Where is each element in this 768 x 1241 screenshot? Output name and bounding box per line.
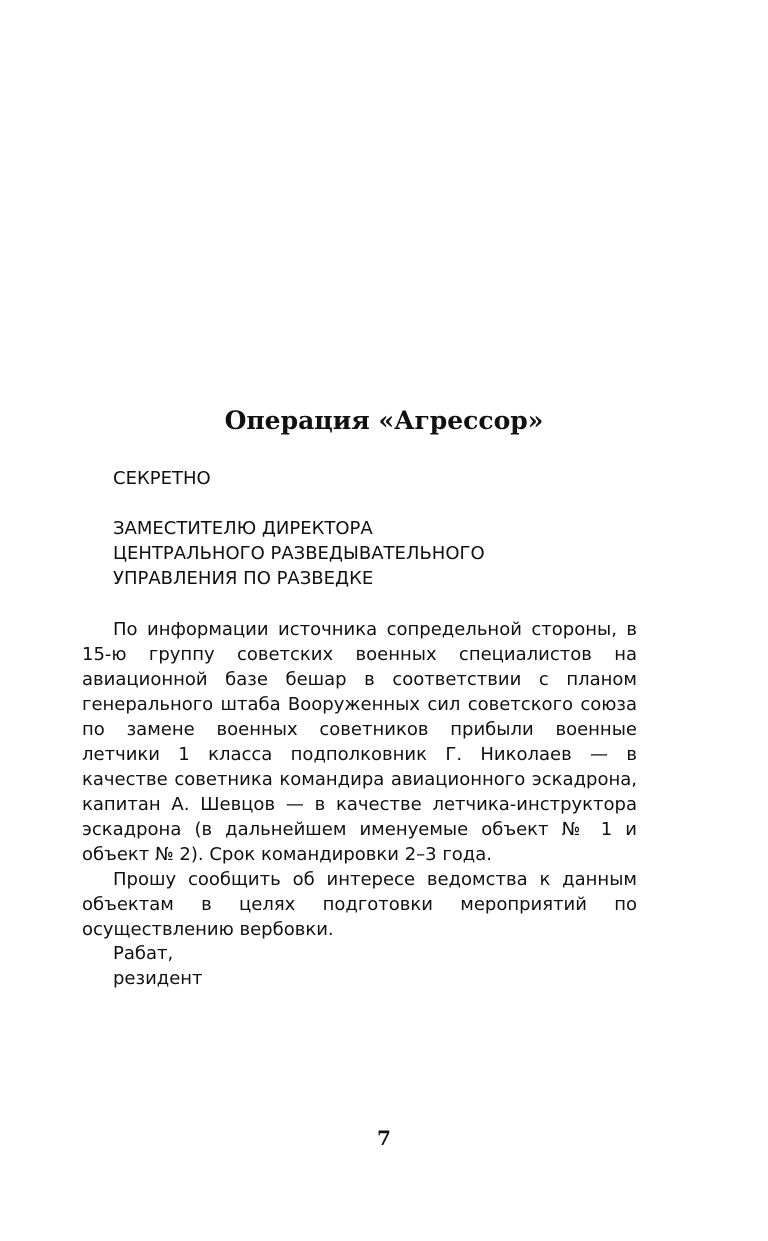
report-body bbox=[82, 617, 637, 942]
report-paragraph: По информации источника сопредельной стороны, в 15-ю группу советских военных специалистов на авиационной базе бешар в соответствии с планом генерального штаба Вооруженных сил советского союза по замене военных советников прибыли военные летчики 1 класса подполковник Г. Николаев — в качестве советника командира авиационного эскадрона, капитан А. Шевцов — в качестве летчика-инструктора эскадрона (в дальнейшем именуемые объект № 1 и объект № 2). Срок командировки 2–3 года. bbox=[82, 619, 637, 865]
addressee-line: ЦЕНТРАЛЬНОГО РАЗВЕДЫВАТЕЛЬНОГО bbox=[113, 543, 485, 564]
report-paragraph: Прошу сообщить об интересе ведомства к данным объектам в целях подготовки мероприятий по осуществлению вербовки. bbox=[82, 869, 637, 940]
page-number: 7 bbox=[377, 1126, 391, 1150]
addressee-line: ЗАМЕСТИТЕЛЮ ДИРЕКТОРА bbox=[113, 518, 373, 539]
classification-label: СЕКРЕТНО bbox=[113, 468, 211, 489]
addressee-block bbox=[82, 516, 637, 591]
signature-role: резидент bbox=[113, 968, 203, 989]
signature-block bbox=[82, 941, 637, 991]
chapter-title: Операция «Агрессор» bbox=[224, 406, 544, 435]
classification-block bbox=[82, 466, 637, 491]
signature-location: Рабат, bbox=[113, 943, 174, 964]
addressee-line: УПРАВЛЕНИЯ ПО РАЗВЕДКЕ bbox=[113, 568, 374, 589]
